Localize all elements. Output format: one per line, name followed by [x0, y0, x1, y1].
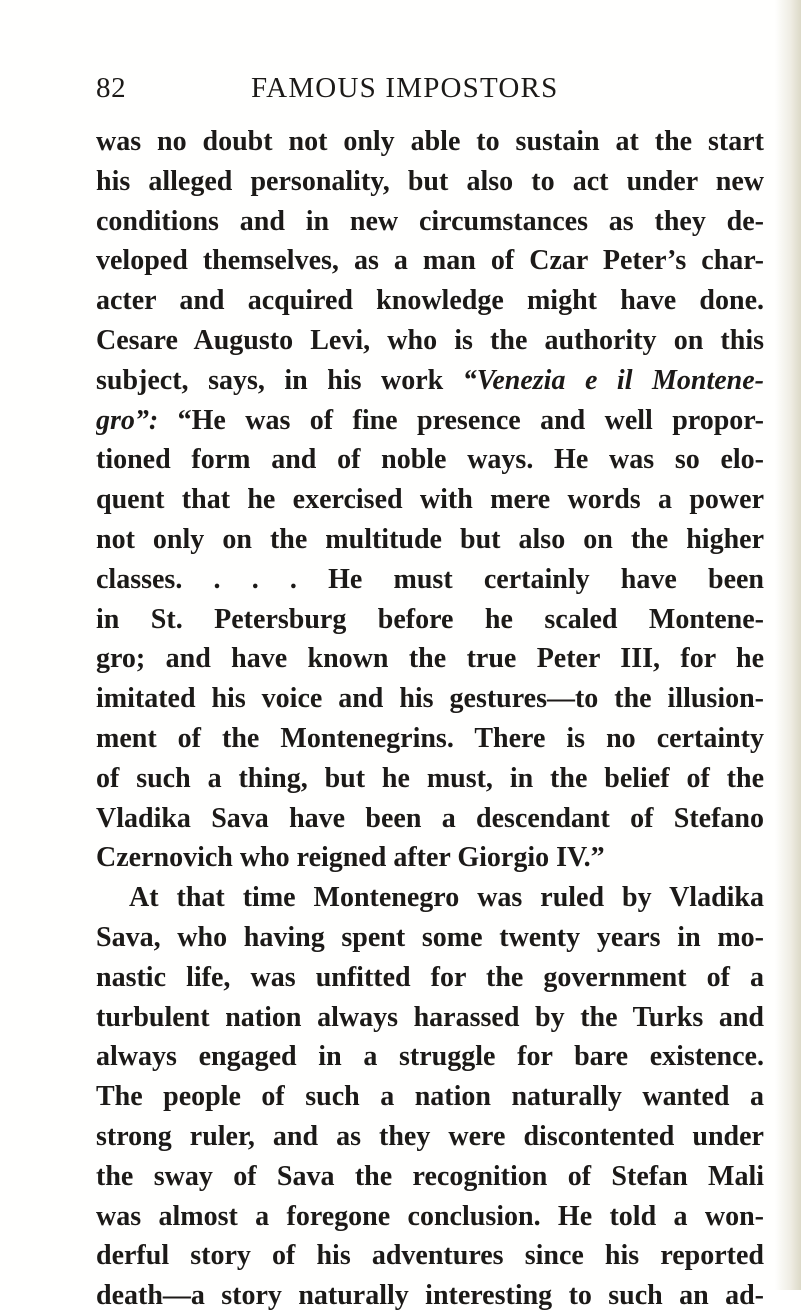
text-line: not only on the multitude but also on the higher	[96, 523, 764, 555]
body-text	[96, 122, 764, 1316]
text-line: Sava, who having spent some twenty years in mo-	[96, 921, 764, 953]
text-line: turbulent nation always harassed by the Turks and	[96, 1001, 764, 1033]
text-line: strong ruler, and as they were discontented under	[96, 1120, 764, 1152]
text-line: of such a thing, but he must, in the belief of the	[96, 762, 764, 794]
text-line: Vladika Sava have been a descendant of Stefano	[96, 802, 764, 834]
text-line: classes. . . . He must certainly have been	[96, 563, 764, 595]
text-line: was no doubt not only able to sustain at the start	[96, 126, 764, 157]
quote-close: ”:	[134, 404, 159, 436]
text-line: acter and acquired knowledge might have done.	[96, 285, 764, 317]
text-fragment: “He was of fine presence and well propor-	[177, 404, 764, 436]
page-number: 82	[96, 72, 127, 104]
text-line: Cesare Augusto Levi, who is the authority on this	[96, 324, 764, 356]
text-line: death—a story naturally interesting to such an ad-	[96, 1280, 764, 1312]
running-head	[96, 66, 756, 110]
work-title-italic: “Venezia e il Montene-	[462, 364, 764, 396]
text-line: derful story of his adventures since his reported	[96, 1240, 764, 1272]
text-line: tioned form and of noble ways. He was so elo-	[96, 444, 764, 476]
text-line: nastic life, was unfitted for the government of a	[96, 961, 764, 993]
text-line: Czernovich who reigned after Giorgio IV.”	[96, 842, 605, 874]
text-fragment: subject, says, in his work	[96, 364, 444, 396]
text-line: ment of the Montenegrins. There is no certainty	[96, 722, 764, 754]
text-line: imitated his voice and his gestures—to the illusion-	[96, 683, 764, 715]
text-line: The people of such a nation naturally wanted a	[96, 1081, 764, 1113]
text-line	[96, 361, 764, 401]
running-title: FAMOUS IMPOSTORS	[251, 72, 559, 104]
text-line: his alleged personality, but also to act under new	[96, 165, 764, 197]
text-line	[96, 401, 764, 441]
text-line: the sway of Sava the recognition of Stefan Mali	[96, 1160, 764, 1192]
text-line: quent that he exercised with mere words a power	[96, 484, 764, 516]
text-line: veloped themselves, as a man of Czar Peter’s char-	[96, 245, 764, 277]
text-line: At that time Montenegro was ruled by Vladika	[129, 882, 764, 914]
text-line: conditions and in new circumstances as they de-	[96, 205, 764, 237]
text-line: always engaged in a struggle for bare existence.	[96, 1041, 764, 1073]
text-line: was almost a foregone conclusion. He told a won-	[96, 1200, 764, 1232]
work-title-italic-end: gro	[96, 404, 135, 436]
text-line: in St. Petersburg before he scaled Montene-	[96, 603, 764, 635]
text-line: gro; and have known the true Peter III, for he	[96, 643, 764, 675]
